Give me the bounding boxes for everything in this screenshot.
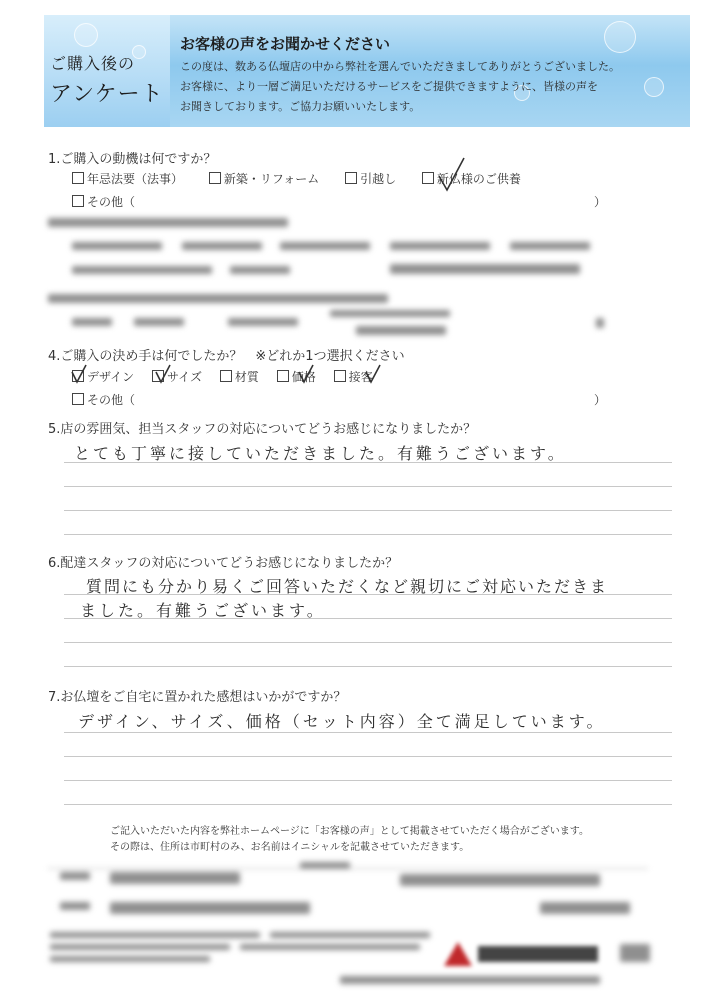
blurred-text (270, 932, 430, 938)
footer-note: ご記入いただいた内容を弊社ホームページに「お客様の声」として掲載させていただく場合がございます。 (110, 826, 589, 837)
checkbox[interactable] (334, 370, 346, 382)
handwritten-answer-7: デザイン、サイズ、価格（セット内容）全て満足しています。 (78, 712, 606, 731)
intro-line: お聞きしております。ご協力お願いいたします。 (180, 100, 421, 113)
header-banner (44, 15, 690, 127)
other-label: その他（ (87, 195, 136, 209)
logo-mark (444, 942, 472, 966)
check-mark-icon (70, 364, 88, 384)
q4-options (72, 368, 387, 385)
answer-line (64, 732, 672, 733)
option-label: サイズ (167, 370, 203, 384)
answer-line (64, 534, 672, 535)
check-mark-icon (297, 364, 315, 384)
blurred-text (280, 242, 370, 250)
header-intro (180, 57, 685, 117)
handwritten-answer-6: ました。有難うございます。 (80, 601, 326, 620)
blurred-text (390, 264, 580, 274)
footer-note: その際は、住所は市町村のみ、お名前はイニシャルを記載させていただきます。 (110, 842, 470, 853)
handwritten-answer-5: とても丁寧に接していただきました。有難うございます。 (74, 444, 567, 463)
question-6: 6.配達スタッフの対応についてどうお感じになりましたか？ (48, 556, 399, 571)
blurred-text (182, 242, 262, 250)
answer-line (64, 756, 672, 757)
blurred-text (72, 242, 162, 250)
blurred-text (390, 242, 490, 250)
handwritten-answer-6: 質問にも分かり易くご回答いただくなど親切にご対応いただきま (86, 577, 609, 596)
blurred-text (240, 944, 420, 950)
checkbox[interactable] (345, 172, 357, 184)
option-label: 材質 (234, 370, 259, 384)
blurred-text (134, 318, 184, 326)
checkbox[interactable] (277, 370, 289, 382)
check-mark-icon (154, 364, 172, 384)
answer-line (64, 510, 672, 511)
blurred-text (596, 318, 604, 328)
intro-line: お客様に、より一層ご満足いただけるサービスをご提供できますように、皆様の声を (180, 80, 598, 93)
option-label: 新築・リフォーム (223, 172, 320, 186)
checkbox[interactable] (209, 172, 221, 184)
blurred-text (110, 872, 240, 884)
answer-line (64, 486, 672, 487)
blurred-text (540, 902, 630, 914)
q1-option[interactable] (209, 170, 319, 187)
header-title-line1: ご購入後の (50, 54, 136, 73)
close-paren: ） (594, 195, 607, 209)
bubble-decoration (74, 23, 98, 47)
blurred-text (110, 902, 310, 914)
option-label: 価格 (291, 370, 316, 384)
checkbox[interactable] (72, 393, 84, 405)
blurred-text (50, 944, 230, 950)
question-1: 1.ご購入の動機は何ですか？ (48, 152, 217, 167)
check-mark-icon (436, 156, 466, 192)
blurred-text (48, 294, 388, 303)
blurred-text (50, 932, 260, 938)
q4-other[interactable] (72, 391, 135, 408)
q1-other[interactable] (72, 193, 135, 210)
question-7: 7.お仏壇をご自宅に置かれた感想はいかがですか？ (48, 690, 347, 705)
blurred-text (400, 874, 600, 886)
close-paren: ） (594, 393, 607, 407)
header-title-line2: アンケート (50, 82, 164, 107)
blurred-text (72, 318, 112, 326)
blurred-text (620, 944, 650, 962)
blurred-text (230, 266, 290, 274)
bubble-decoration (604, 21, 636, 53)
intro-line: この度は、数ある仏壇店の中から弊社を選んでいただきましてありがとうございました。 (180, 60, 620, 73)
blurred-text (300, 862, 350, 869)
answer-line (64, 804, 672, 805)
blurred-text (330, 310, 450, 317)
checkbox[interactable] (72, 195, 84, 207)
blurred-text (340, 976, 600, 984)
blurred-text (510, 242, 590, 250)
answer-line (64, 666, 672, 667)
answer-line (64, 780, 672, 781)
logo-wordmark (478, 946, 598, 962)
q1-option[interactable] (345, 170, 396, 187)
option-label: 新仏様のご供養 (436, 172, 521, 186)
question-4: 4.ご購入の決め手は何でしたか？ ※どれか1つ選択ください (48, 349, 405, 364)
blurred-text (72, 266, 212, 274)
company-logo (442, 938, 602, 968)
checkbox[interactable] (220, 370, 232, 382)
blurred-text (60, 872, 90, 880)
header-heading: お客様の声をお聞かせください (180, 35, 391, 53)
other-label: その他（ (87, 393, 136, 407)
blurred-text (60, 902, 90, 910)
option-label: 接客 (348, 370, 373, 384)
q4-option[interactable] (220, 368, 259, 385)
blurred-text (48, 218, 288, 227)
blurred-text (356, 326, 446, 335)
question-5: 5.店の雰囲気、担当スタッフの対応についてどうお感じになりましたか？ (48, 422, 477, 437)
blurred-text (228, 318, 298, 326)
checkbox[interactable] (422, 172, 434, 184)
q1-options (72, 170, 543, 187)
check-mark-icon (364, 364, 382, 384)
answer-line (64, 642, 672, 643)
option-label: 引越し (360, 172, 397, 186)
checkbox[interactable] (72, 172, 84, 184)
option-label: デザイン (87, 370, 135, 384)
blurred-text (50, 956, 210, 962)
q1-option[interactable] (72, 170, 183, 187)
option-label: 年忌法要（法事） (87, 172, 184, 186)
